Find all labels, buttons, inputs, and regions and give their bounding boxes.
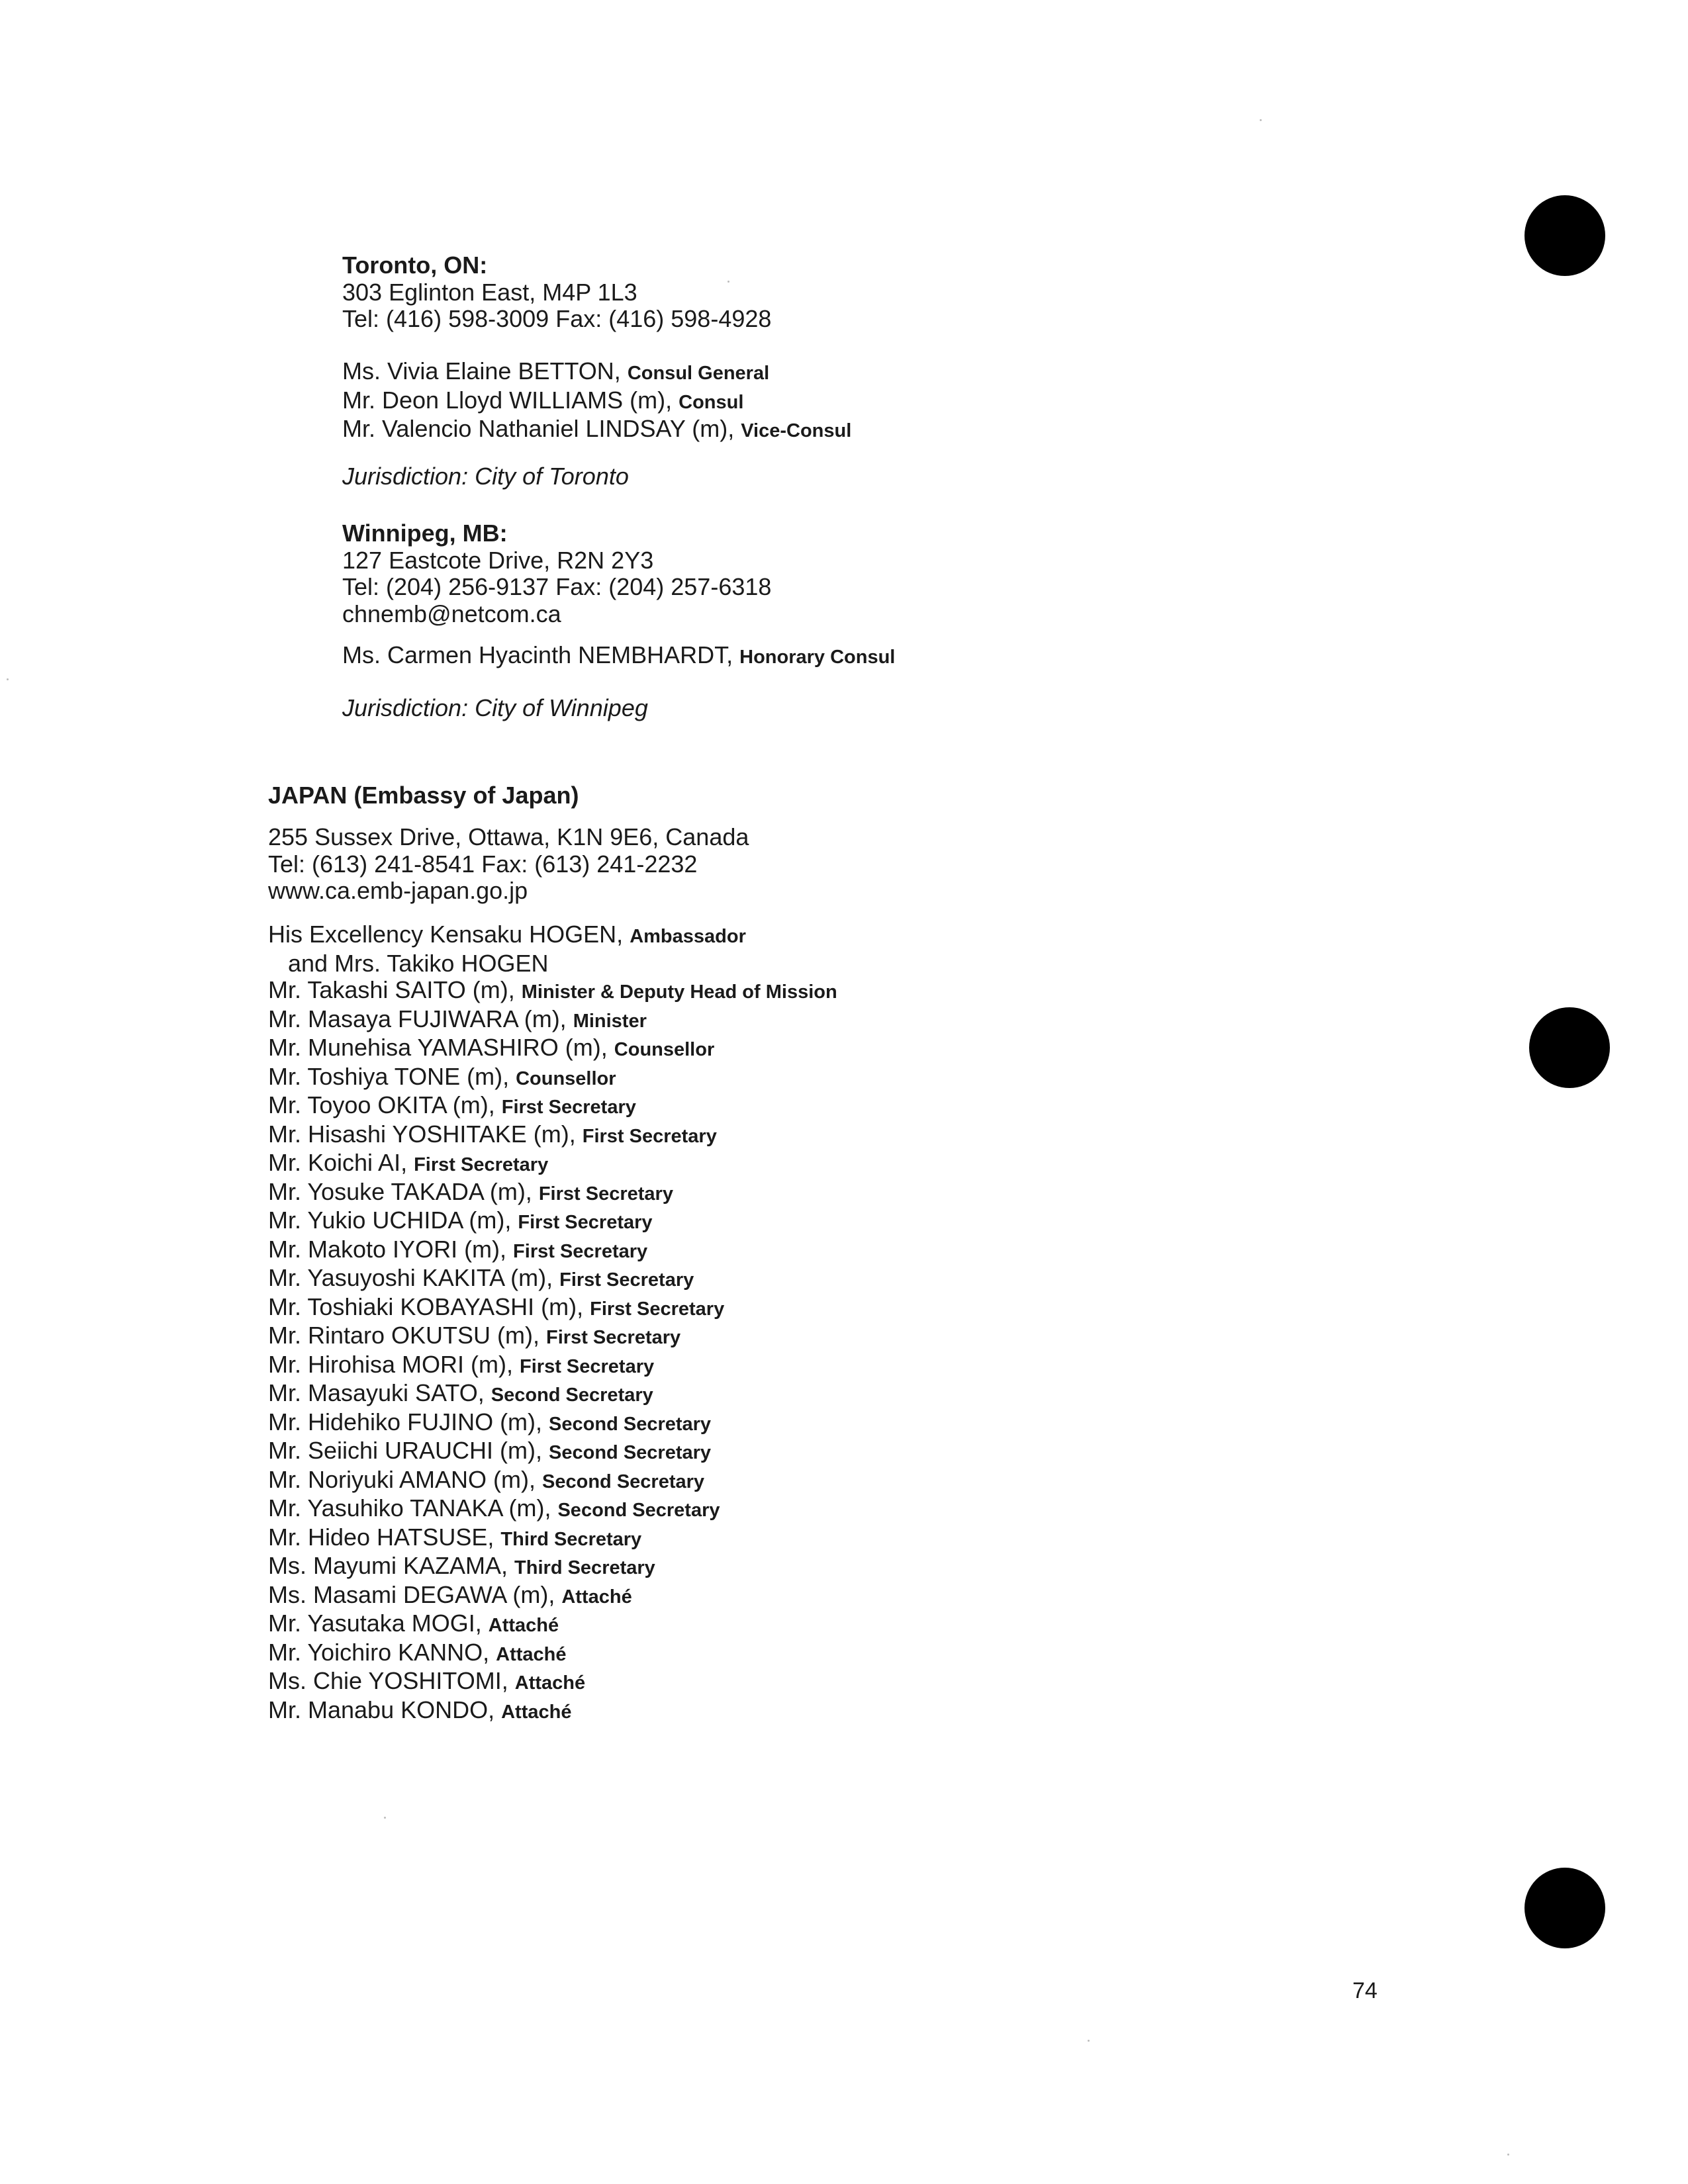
staff-title: First Secretary	[538, 1183, 673, 1205]
staff-entry	[268, 1121, 837, 1150]
staff-entry	[268, 1322, 837, 1351]
binder-hole-middle	[1529, 1007, 1610, 1088]
staff-name: Mr. Hirohisa MORI (m),	[268, 1350, 520, 1378]
staff-name: Mr. Manabu KONDO,	[268, 1696, 502, 1723]
staff-name: Mr. Masaya FUJIWARA (m),	[268, 1005, 573, 1032]
japan-staff-rows	[268, 977, 837, 1725]
winnipeg-phone: Tel: (204) 256-9137 Fax: (204) 257-6318	[342, 573, 772, 600]
staff-entry	[268, 1668, 837, 1697]
staff-title: Third Secretary	[500, 1528, 642, 1550]
ambassador-spouse: and Mrs. Takiko HOGEN	[288, 949, 549, 977]
japan-phone: Tel: (613) 241-8541 Fax: (613) 241-2232	[268, 850, 698, 878]
staff-title: Counsellor	[614, 1039, 715, 1060]
staff-name: Mr. Rintaro OKUTSU (m),	[268, 1322, 547, 1349]
staff-title: Second Secretary	[491, 1385, 653, 1406]
staff-name: Mr. Noriyuki AMANO (m),	[268, 1465, 543, 1493]
japan-website: www.ca.emb-japan.go.jp	[268, 877, 528, 904]
staff-entry	[268, 1265, 837, 1294]
staff-title: Honorary Consul	[739, 647, 896, 668]
staff-entry	[268, 1351, 837, 1381]
staff-entry	[342, 358, 851, 387]
staff-name: Mr. Yukio UCHIDA (m),	[268, 1206, 518, 1234]
staff-title: Minister & Deputy Head of Mission	[521, 981, 837, 1003]
staff-name: Mr. Makoto IYORI (m),	[268, 1235, 514, 1263]
scan-speck	[1507, 2154, 1509, 2156]
staff-title: First Secretary	[501, 1097, 636, 1118]
japan-embassy-contact	[268, 824, 749, 905]
staff-name: Mr. Yasuhiko TANAKA (m),	[268, 1494, 558, 1522]
staff-name: Mr. Hisashi YOSHITAKE (m),	[268, 1120, 583, 1148]
staff-name: Mr. Koichi AI,	[268, 1149, 414, 1176]
japan-address: 255 Sussex Drive, Ottawa, K1N 9E6, Canada	[268, 823, 749, 850]
staff-entry	[268, 1006, 837, 1035]
toronto-phone: Tel: (416) 598-3009 Fax: (416) 598-4928	[342, 305, 772, 332]
staff-entry	[342, 642, 895, 671]
staff-title: Counsellor	[516, 1068, 616, 1089]
staff-entry	[342, 387, 851, 416]
staff-name: Mr. Yoichiro KANNO,	[268, 1638, 496, 1666]
staff-title: Third Secretary	[514, 1557, 655, 1578]
staff-title: Attaché	[496, 1643, 567, 1665]
binder-hole-top	[1524, 195, 1605, 276]
staff-name: Mr. Toyoo OKITA (m),	[268, 1091, 502, 1118]
staff-name: Ms. Chie YOSHITOMI,	[268, 1667, 515, 1694]
staff-name: Mr. Takashi SAITO (m),	[268, 976, 522, 1003]
winnipeg-heading: Winnipeg, MB:	[342, 520, 508, 547]
toronto-staff-list	[342, 358, 851, 445]
staff-entry	[268, 1179, 837, 1208]
staff-title: Attaché	[514, 1672, 586, 1694]
staff-name: Mr. Masayuki SATO,	[268, 1379, 491, 1406]
staff-name: His Excellency Kensaku HOGEN,	[268, 921, 630, 948]
staff-title: Attaché	[488, 1615, 559, 1636]
staff-name: Ms. Carmen Hyacinth NEMBHARDT,	[342, 641, 740, 668]
scan-speck	[384, 1817, 386, 1819]
staff-name: Ms. Masami DEGAWA (m),	[268, 1580, 562, 1608]
staff-name: Ms. Vivia Elaine BETTON,	[342, 357, 628, 385]
staff-name: Ms. Mayumi KAZAMA,	[268, 1552, 515, 1579]
binder-hole-bottom	[1524, 1868, 1605, 1948]
staff-entry	[268, 1495, 837, 1524]
staff-title: Second Secretary	[557, 1500, 720, 1521]
staff-title: Second Secretary	[549, 1442, 712, 1463]
staff-entry	[268, 1207, 837, 1236]
staff-entry	[268, 1034, 837, 1064]
scan-speck	[7, 678, 9, 680]
staff-entry	[268, 1092, 837, 1121]
staff-entry	[268, 1064, 837, 1093]
staff-entry	[268, 977, 837, 1006]
staff-name: Mr. Toshiaki KOBAYASHI (m),	[268, 1293, 590, 1320]
staff-name: Mr. Valencio Nathaniel LINDSAY (m),	[342, 415, 741, 442]
staff-name: Mr. Hidehiko FUJINO (m),	[268, 1408, 549, 1435]
staff-title: First Secretary	[582, 1125, 717, 1147]
toronto-address: 303 Eglinton East, M4P 1L3	[342, 278, 637, 306]
staff-entry	[268, 1150, 837, 1179]
staff-title: Minister	[573, 1010, 647, 1032]
staff-title: Consul General	[627, 363, 770, 384]
staff-title: First Secretary	[520, 1355, 655, 1377]
staff-title: Consul	[679, 391, 744, 413]
staff-title: Vice-Consul	[741, 420, 852, 441]
staff-title: First Secretary	[513, 1240, 648, 1262]
staff-title: Attaché	[501, 1701, 572, 1723]
staff-name: Mr. Yasuyoshi KAKITA (m),	[268, 1264, 560, 1291]
staff-title: First Secretary	[518, 1212, 653, 1233]
winnipeg-jurisdiction: Jurisdiction: City of Winnipeg	[342, 694, 648, 721]
winnipeg-consulate-contact	[342, 520, 771, 627]
japan-section-heading: JAPAN (Embassy of Japan)	[268, 782, 579, 809]
scan-speck	[1088, 2040, 1090, 2042]
staff-name: Mr. Seiichi URAUCHI (m),	[268, 1437, 549, 1464]
winnipeg-email: chnemb@netcom.ca	[342, 600, 561, 627]
scan-speck	[1260, 119, 1262, 121]
staff-name: Mr. Yosuke TAKADA (m),	[268, 1177, 539, 1205]
staff-entry	[268, 1553, 837, 1582]
staff-name: Mr. Deon Lloyd WILLIAMS (m),	[342, 386, 679, 414]
staff-entry	[268, 1582, 837, 1611]
staff-entry	[268, 1380, 837, 1409]
staff-name: Mr. Toshiya TONE (m),	[268, 1062, 516, 1090]
staff-title: First Secretary	[414, 1154, 549, 1175]
staff-title: First Secretary	[546, 1327, 681, 1348]
staff-title: Ambassador	[630, 926, 746, 947]
staff-entry	[268, 1236, 837, 1265]
toronto-consulate-contact	[342, 252, 771, 333]
staff-title: Attaché	[561, 1586, 632, 1608]
staff-entry	[268, 1610, 837, 1639]
staff-title: Second Secretary	[542, 1471, 705, 1492]
page-number: 74	[1352, 1978, 1378, 2003]
staff-entry	[268, 1524, 837, 1553]
staff-entry	[268, 1467, 837, 1496]
toronto-heading: Toronto, ON:	[342, 251, 488, 279]
winnipeg-address: 127 Eastcote Drive, R2N 2Y3	[342, 546, 654, 574]
staff-title: First Secretary	[590, 1298, 725, 1320]
staff-entry	[268, 1639, 837, 1668]
staff-title: Second Secretary	[549, 1413, 712, 1435]
staff-entry	[268, 1437, 837, 1467]
staff-name: Mr. Munehisa YAMASHIRO (m),	[268, 1034, 614, 1061]
staff-entry	[268, 1294, 837, 1323]
winnipeg-staff-list	[342, 642, 895, 671]
staff-title: First Secretary	[559, 1269, 694, 1291]
staff-entry	[268, 1409, 837, 1438]
staff-entry	[268, 1697, 837, 1726]
ambassador-entry	[268, 921, 837, 950]
staff-entry	[342, 416, 851, 445]
japan-staff-list	[268, 921, 837, 1725]
toronto-jurisdiction: Jurisdiction: City of Toronto	[342, 463, 629, 490]
staff-name: Mr. Yasutaka MOGI,	[268, 1610, 489, 1637]
staff-name: Mr. Hideo HATSUSE,	[268, 1523, 501, 1551]
